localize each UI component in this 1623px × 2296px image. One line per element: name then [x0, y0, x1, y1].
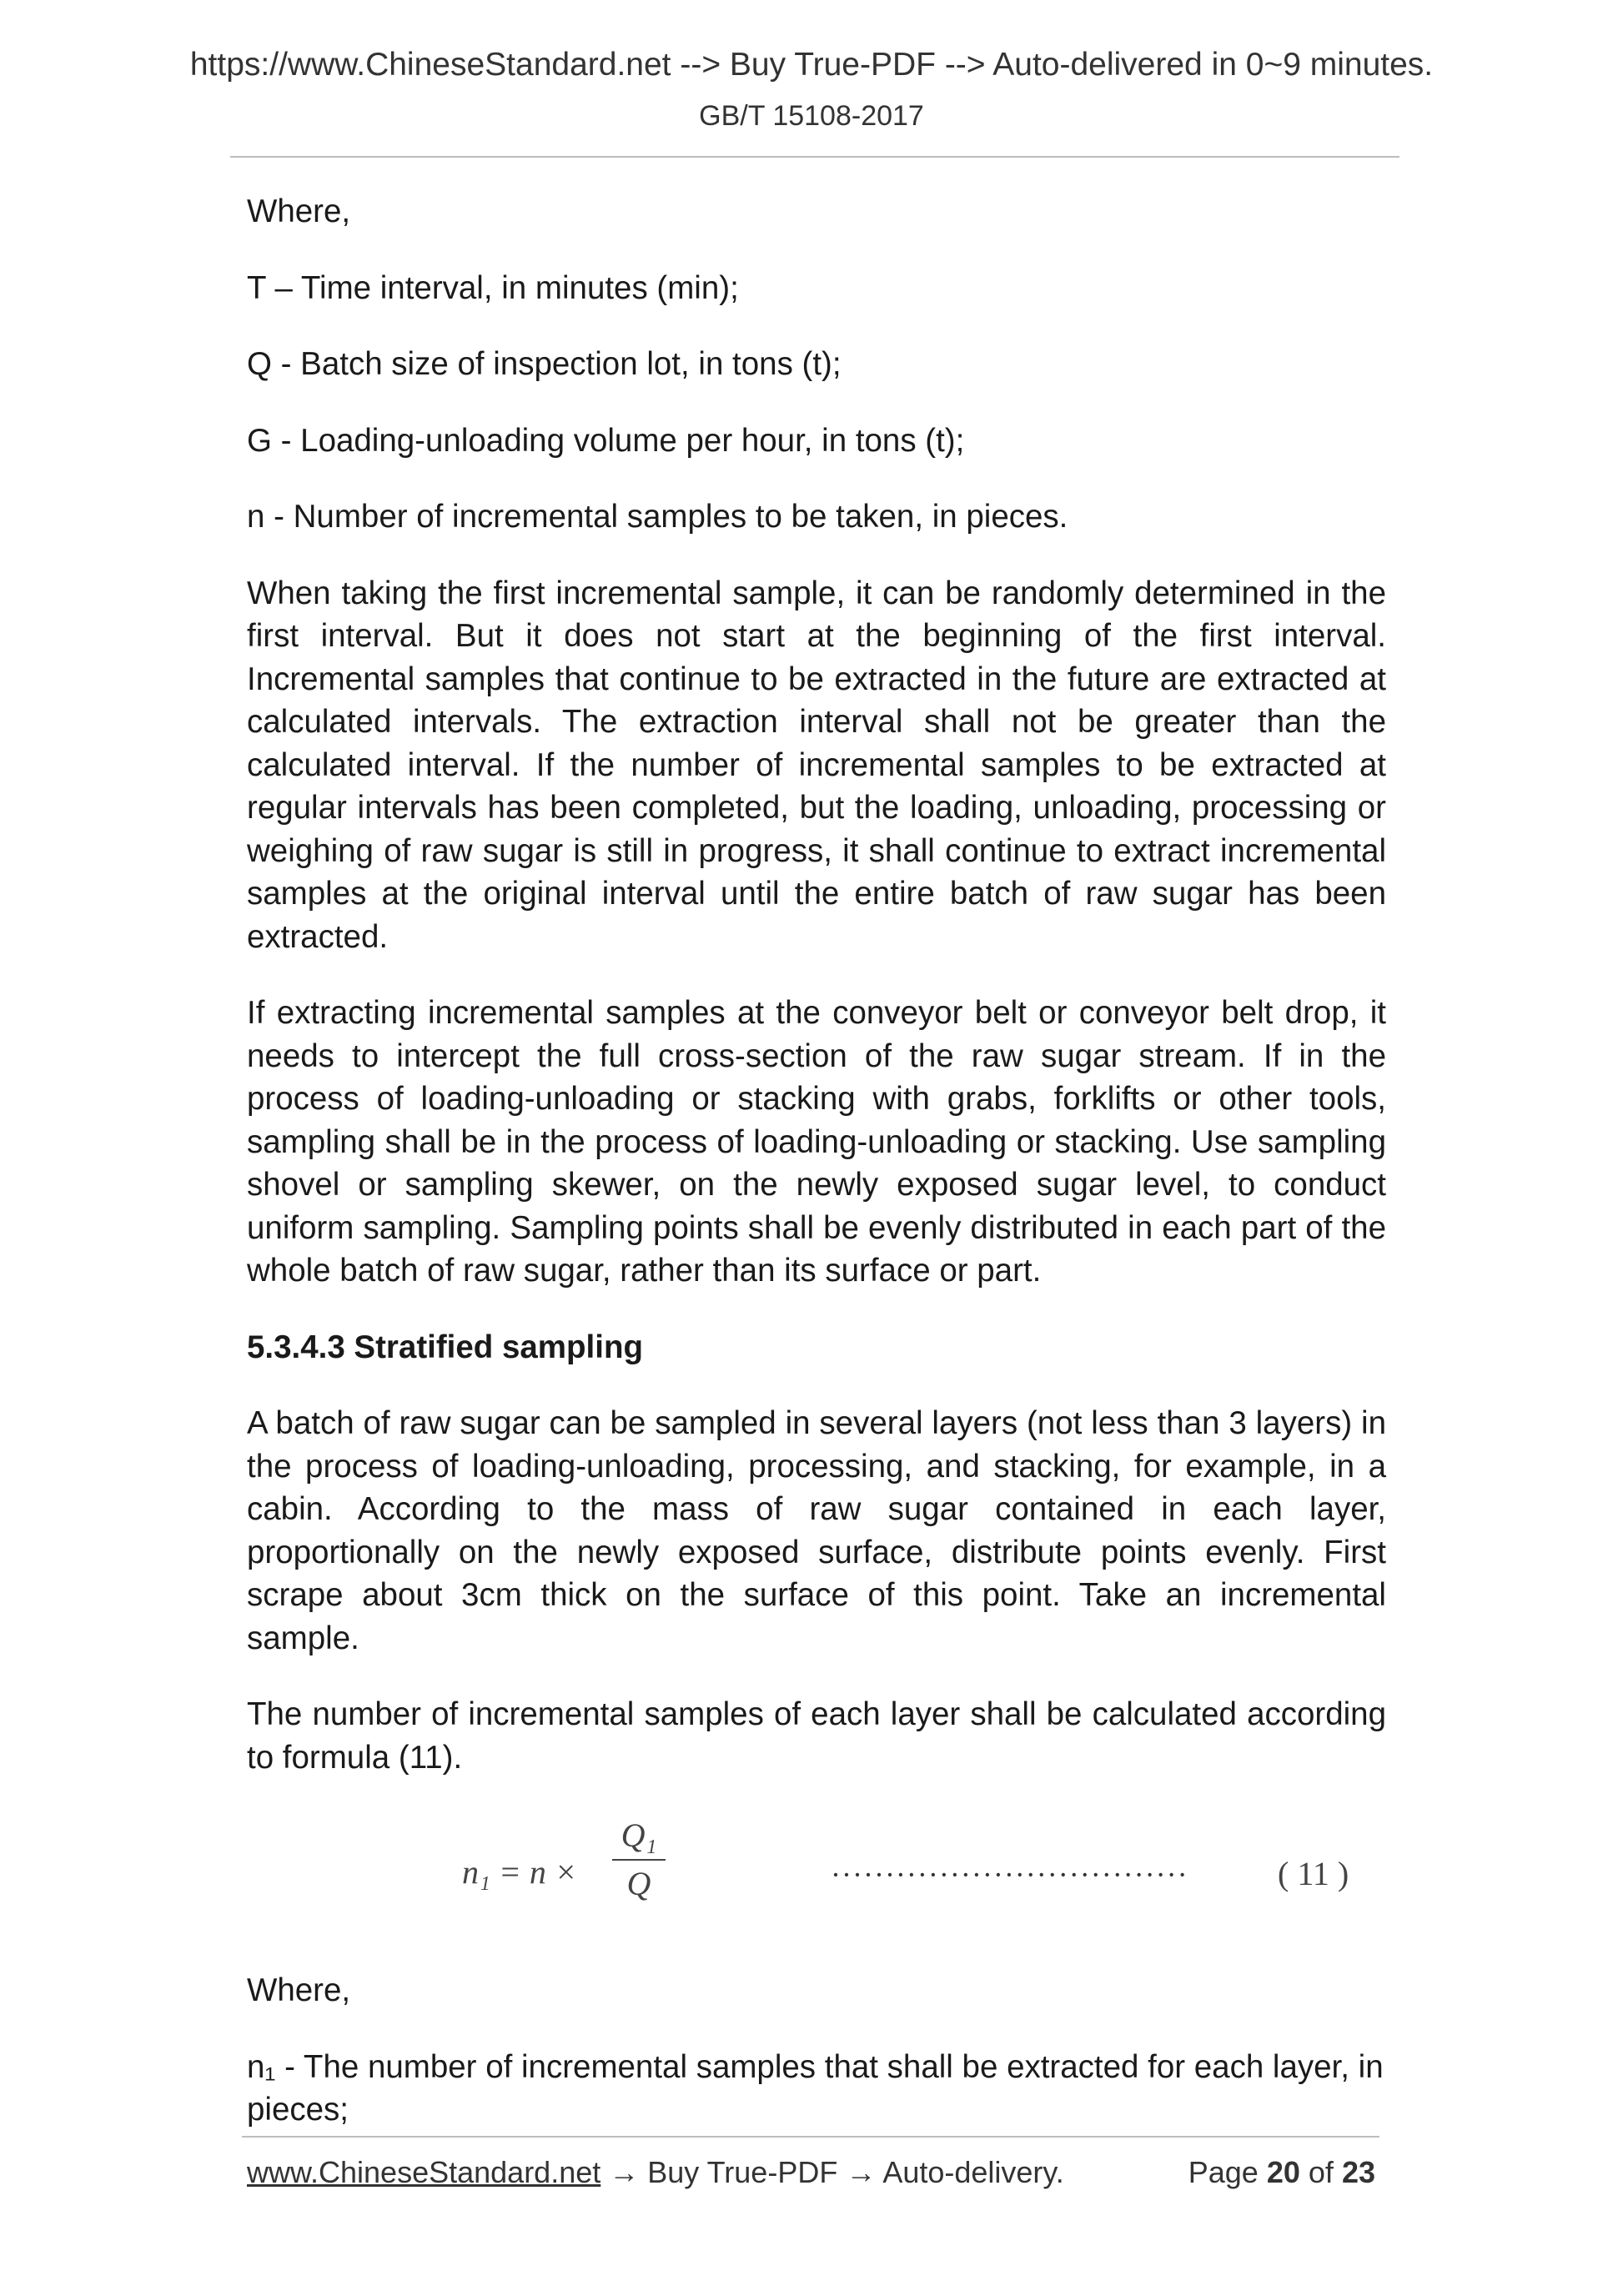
footer-site-link[interactable]: www.ChineseStandard.net — [247, 2155, 601, 2189]
formula-fraction — [605, 1812, 672, 1907]
page-total: 23 — [1341, 2155, 1375, 2189]
footer-divider — [242, 2136, 1379, 2138]
page-indicator — [1188, 2155, 1375, 2190]
footer-left — [247, 2155, 1064, 2190]
definition-n: n - Number of incremental samples to be taken, in pieces. — [247, 499, 1068, 535]
formula-lhs: n₁ = n × — [462, 1853, 577, 1891]
where-label: Where, — [247, 193, 351, 229]
page-label: Page — [1188, 2155, 1259, 2189]
paragraph-layers: A batch of raw sugar can be sampled in several layers (not less than 3 layers) in the process of loading-unloading, processing, and stacking, for example, in a cabin. According to the mass of raw sugar contained in each layer, proportionally on the newly exposed surface, distribute points evenly. First scrape about 3cm thick on the surface of this point. Take an incremental sample. — [247, 1405, 1386, 1656]
page-content — [247, 190, 1386, 2165]
footer-tagline: → Buy True-PDF → Auto-delivery. — [600, 2155, 1064, 2189]
standard-code: GB/T 15108-2017 — [699, 100, 924, 132]
page-of: of — [1308, 2155, 1334, 2189]
formula-leader-dots: ································· — [831, 1858, 1188, 1892]
section-heading: 5.3.4.3 Stratified sampling — [247, 1329, 643, 1365]
paragraph-conveyor: If extracting incremental samples at the conveyor belt or conveyor belt drop, it needs to intercept the full cross-section of the raw sugar stream. If in the process of loading-unloading or stacking with grabs, forklifts or other tools, sampling shall be in the process of loading-unloading or stacking. Use sampling shovel or sampling skewer, on the newly exposed sugar level, to conduct uniform sampling. Sampling points shall be evenly distributed in each part of the whole batch of raw sugar, rather than its surface or part. — [247, 995, 1386, 1289]
formula-numerator: Q₁ — [621, 1816, 657, 1854]
header-banner: https://www.ChineseStandard.net --> Buy True-PDF --> Auto-delivered in 0~9 minutes. — [189, 47, 1434, 83]
formula-denominator: Q — [626, 1865, 651, 1902]
definition-t: T – Time interval, in minutes (min); — [247, 269, 739, 306]
definition-g: G - Loading-unloading volume per hour, in tons (t); — [247, 422, 965, 459]
where-label-2: Where, — [247, 1972, 351, 2008]
paragraph-first-sample: When taking the first incremental sample, it can be randomly determined in the first interval. But it does not start at the beginning of the first interval. Incremental samples that continue to be extracted in the future are extracted at calculated intervals. The extraction interval shall not be greater than the calculated interval. If the number of incremental samples to be extracted at regular intervals has been completed, but the loading, unloading, processing or weighing of raw sugar is still in progress, it shall continue to extract incremental samples at the original interval until the entire batch of raw sugar has been extracted. — [247, 575, 1386, 955]
formula-number: ( 11 ) — [1278, 1855, 1349, 1892]
definition-n1: n₁ - The number of incremental samples that shall be extracted for each layer, in pieces; — [247, 2048, 1384, 2128]
header-divider — [230, 156, 1399, 158]
paragraph-formula-reference: The number of incremental samples of each layer shall be calculated according to formula (11). — [247, 1696, 1386, 1776]
page-current: 20 — [1266, 2155, 1300, 2189]
formula-11 — [247, 1812, 1386, 1929]
definition-q: Q - Batch size of inspection lot, in tons (t); — [247, 346, 842, 382]
